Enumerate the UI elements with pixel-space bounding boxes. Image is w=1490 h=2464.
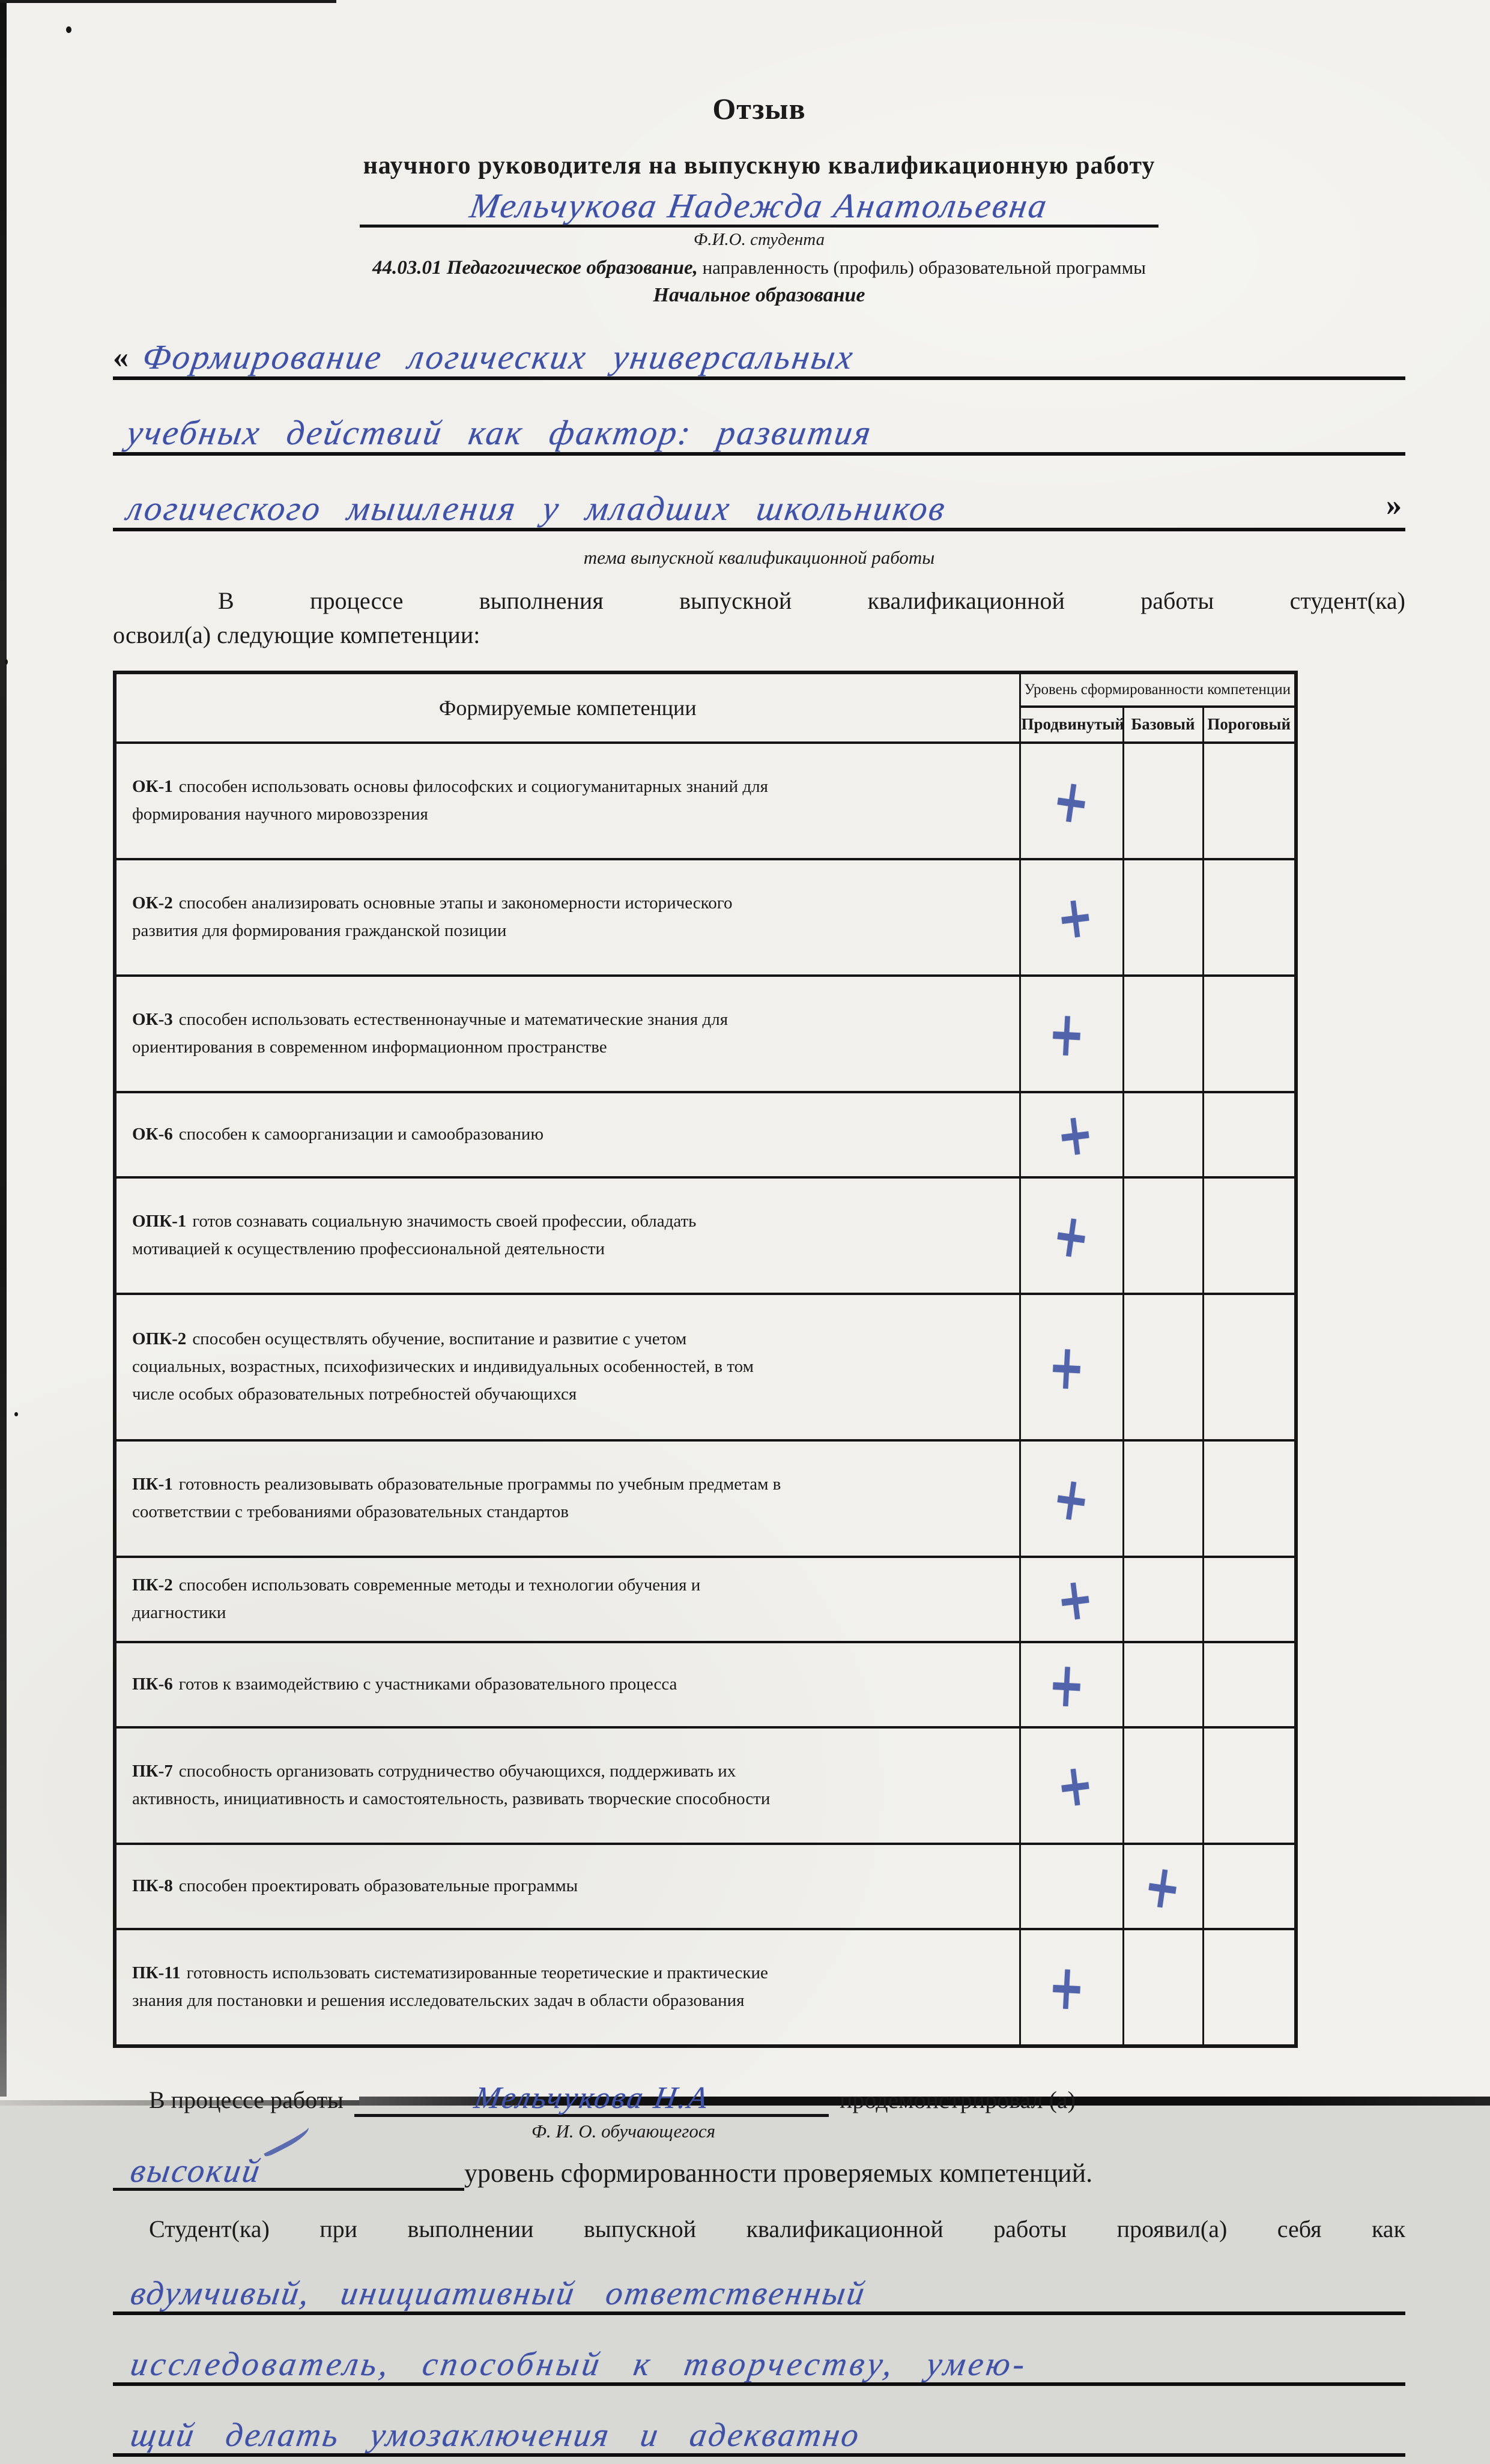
competency-code: ПК-6	[132, 1674, 173, 1694]
level-line	[113, 2154, 1405, 2191]
theme-handwritten-2: учебных действий как фактор: развития	[124, 413, 876, 453]
student-name-handwritten: Мельчукова Надежда Анатольевна	[467, 186, 1052, 225]
pen-checkmark: +	[1048, 763, 1095, 839]
level-underline	[113, 2154, 464, 2191]
table-row-pk6	[115, 1642, 1296, 1727]
pen-checkmark: +	[1046, 995, 1087, 1071]
pen-checkmark: +	[1053, 1098, 1097, 1170]
scan-speck	[66, 26, 71, 33]
intro-paragraph	[113, 584, 1405, 653]
table-row-ok1	[115, 743, 1296, 859]
competency-text: способность организовать сотрудничество обучающихся, поддерживать их активность, инициативность и самостоятельность, развивать творческие способности	[132, 1761, 771, 1808]
competency-code: ПК-11	[132, 1963, 181, 1982]
document-body	[113, 0, 1405, 2464]
fio-underline	[354, 2080, 829, 2117]
close-quote: »	[1386, 488, 1402, 522]
open-quote: «	[113, 340, 129, 375]
student-name-underline	[360, 186, 1158, 228]
theme-line-1	[113, 320, 1405, 380]
table-row-ok6	[115, 1092, 1296, 1177]
fio-handwritten: Мельчукова Н.А	[471, 2080, 712, 2115]
program-profile: Начальное образование	[653, 284, 865, 306]
competency-code: ОПК-1	[132, 1211, 187, 1231]
table-header-row-1	[115, 672, 1296, 707]
fio-label: Ф. И. О. обучающегося	[531, 2120, 716, 2142]
intro-line-2: освоил(а) следующие компетенции:	[113, 621, 480, 648]
competency-code: ПК-7	[132, 1761, 173, 1781]
program-code: 44.03.01 Педагогическое образование,	[372, 257, 698, 279]
process-line	[113, 2080, 1405, 2117]
column-header-level-group: Уровень сформированности компетенции	[1020, 672, 1296, 707]
program-line	[113, 257, 1405, 279]
table-row-pk7	[115, 1727, 1296, 1844]
competency-code: ОК-1	[132, 776, 173, 796]
scan-edge-left	[0, 0, 7, 2097]
competency-text: готовность реализовывать образовательные программы по учебным предметам в соответствии с требованиями образовательных стандартов	[132, 1474, 781, 1521]
competency-text: способен проектировать образовательные программы	[178, 1876, 578, 1895]
theme-handwritten-1: Формирование логических универсальных	[139, 337, 858, 377]
competency-text: способен к самоорганизации и самообразованию	[178, 1124, 544, 1144]
page-subtitle: научного руководителя на выпускную квалификационную работу	[363, 152, 1155, 180]
process-prefix: В процессе работы	[149, 2086, 344, 2113]
student-name-line	[113, 186, 1405, 228]
pen-checkmark: +	[1046, 1329, 1087, 1404]
table-row-opk2	[115, 1294, 1296, 1440]
scan-speck	[14, 1412, 18, 1416]
pen-checkmark: +	[1053, 1562, 1097, 1635]
competency-table	[113, 671, 1298, 2048]
theme-line-2	[113, 396, 1405, 456]
pen-checkmark: +	[1046, 1949, 1087, 2025]
competency-text: способен использовать основы философских и социогуманитарных знаний для формирования научного мировоззрения	[132, 776, 768, 824]
quality-handwritten-1: вдумчивый, инициативный ответственный	[128, 2274, 869, 2312]
competency-text: способен использовать естественнонаучные и математические знания для ориентирования в современном информационном пространстве	[132, 1009, 728, 1057]
pen-checkmark: +	[1048, 1461, 1095, 1536]
competency-code: ОК-6	[132, 1124, 173, 1144]
student-conduct-line: Студент(ка) при выполнении выпускной квалификационной работы проявил(а) себя как	[149, 2215, 1405, 2242]
quality-handwritten-2: исследователь, способный к творчеству, умею-	[128, 2345, 1031, 2383]
theme-line-3	[113, 471, 1405, 531]
competency-code: ОК-3	[132, 1009, 173, 1029]
quality-line-1	[113, 2251, 1405, 2315]
qualities-block	[113, 2251, 1405, 2457]
process-suffix: продемонстрировал (а)	[839, 2086, 1076, 2113]
column-header-basic: Базовый	[1123, 707, 1203, 743]
quality-handwritten-3: щий делать умозаключения и адекватно	[128, 2416, 864, 2454]
competency-text: способен использовать современные методы и технологии обучения и диагностики	[132, 1575, 701, 1622]
competency-text: способен анализировать основные этапы и закономерности исторического развития для формирования гражданской позиции	[132, 893, 733, 940]
pen-flourish	[260, 2122, 312, 2158]
table-row-opk1	[115, 1177, 1296, 1294]
quality-line-2	[113, 2322, 1405, 2386]
scan-speck	[5, 659, 8, 665]
table-row-ok3	[115, 976, 1296, 1092]
column-header-competencies: Формируемые компетенции	[115, 672, 1020, 743]
pen-checkmark: +	[1053, 880, 1097, 953]
competency-code: ПК-8	[132, 1876, 173, 1895]
competency-code: ПК-1	[132, 1474, 173, 1494]
column-header-threshold: Пороговый	[1203, 707, 1296, 743]
level-suffix: уровень сформированности проверяемых компетенций.	[464, 2158, 1093, 2188]
competency-code: ОК-2	[132, 893, 173, 913]
student-name-label: Ф.И.О. студента	[693, 230, 825, 249]
intro-line-1: В процессе выполнения выпускной квалификационной работы студент(ка)	[218, 587, 1405, 614]
competency-code: ПК-2	[132, 1575, 173, 1595]
pen-checkmark: +	[1053, 1748, 1097, 1821]
table-row-pk11	[115, 1929, 1296, 2046]
competency-text: готов сознавать социальную значимость своей профессии, обладать мотивацией к осуществлению профессиональной деятельности	[132, 1211, 697, 1258]
table-row-ok2	[115, 859, 1296, 976]
table-row-pk2	[115, 1557, 1296, 1642]
theme-handwritten-3: логического мышления у младших школьников	[124, 489, 949, 528]
pen-checkmark: +	[1048, 1198, 1095, 1273]
theme-label: тема выпускной квалификационной работы	[583, 547, 935, 568]
column-header-advanced: Продвинутый	[1020, 707, 1123, 743]
page-title: Отзыв	[712, 92, 806, 125]
pen-checkmark: +	[1140, 1849, 1186, 1924]
quality-line-3	[113, 2393, 1405, 2457]
competency-text: готовность использовать систематизированные теоретические и практические знания для постановки и решения исследовательских задач в области образования	[132, 1963, 768, 2010]
table-row-pk8	[115, 1844, 1296, 1929]
table-row-pk1	[115, 1440, 1296, 1557]
competency-code: ОПК-2	[132, 1329, 187, 1348]
thesis-theme-block	[113, 320, 1405, 569]
level-handwritten: высокий	[128, 2152, 264, 2190]
competency-text: готов к взаимодействию с участниками образовательного процесса	[178, 1674, 677, 1694]
pen-checkmark: +	[1046, 1646, 1087, 1722]
competency-text: способен осуществлять обучение, воспитание и развитие с учетом социальных, возрастных, психофизических и индивидуальных особенностей, в том числе особых образовательных потребностей обучающихся	[132, 1329, 754, 1404]
program-rest: направленность (профиль) образовательной программы	[702, 257, 1146, 278]
